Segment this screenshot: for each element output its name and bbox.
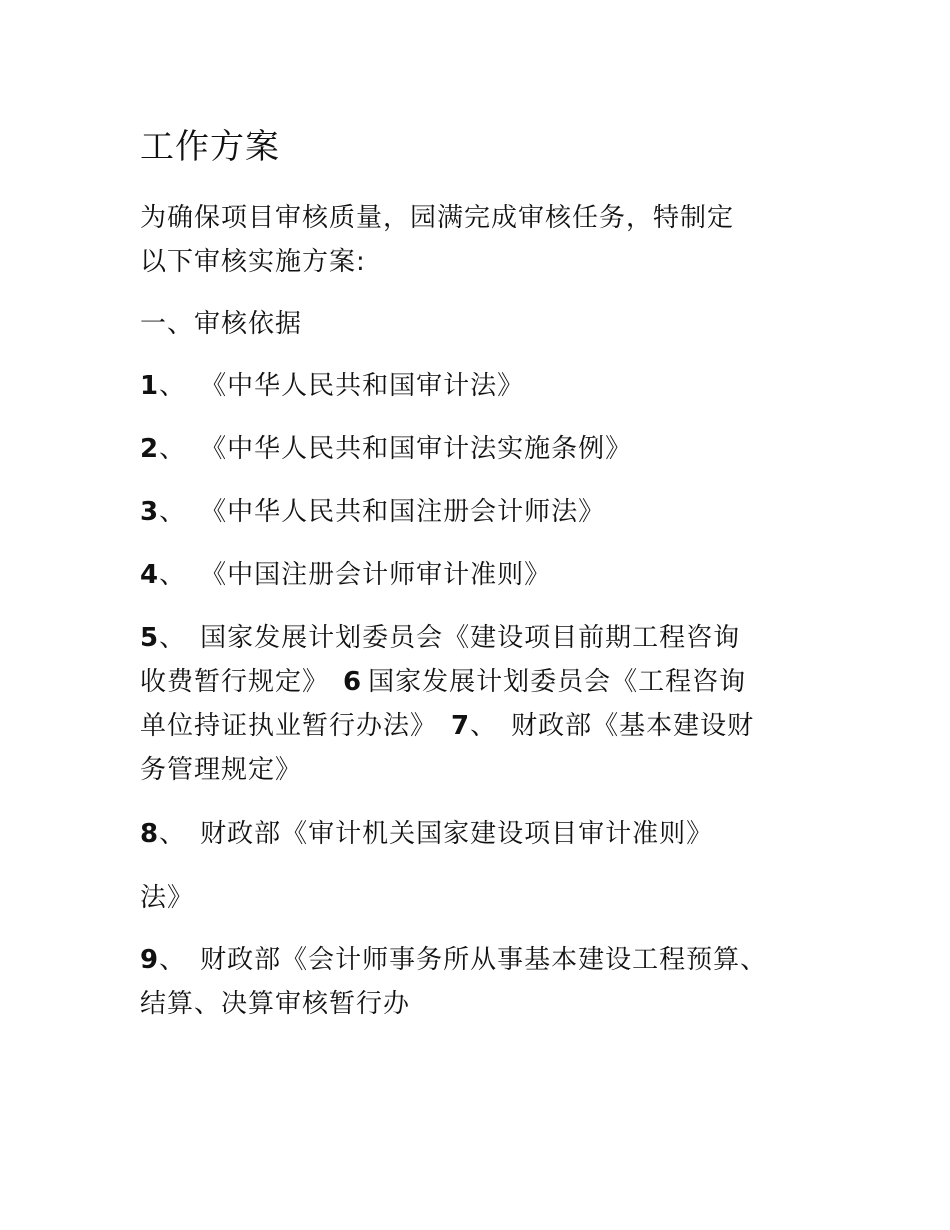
item5-line-1 bbox=[140, 616, 740, 660]
item-separator: 、 bbox=[159, 819, 187, 849]
item-text: 单位持证执业暂行办法》 bbox=[140, 711, 438, 741]
item-separator: 、 bbox=[159, 371, 187, 401]
item-text: 财政部《会计师事务所从事基本建设工程预算、 bbox=[200, 945, 768, 975]
intro-line-1: 为确保项目审核质量，园满完成审核任务，特制定 bbox=[140, 203, 735, 233]
list-item bbox=[140, 553, 551, 597]
item-separator: 、 bbox=[470, 711, 498, 741]
item-text: 《中华人民共和国审计法实施条例》 bbox=[200, 434, 633, 464]
item-text: 收费暂行规定》 bbox=[140, 667, 330, 697]
item-text: 财政部《审计机关国家建设项目审计准则》 bbox=[200, 819, 714, 849]
list-item bbox=[140, 364, 524, 408]
item-separator: 、 bbox=[159, 434, 187, 464]
list-item bbox=[140, 427, 632, 471]
item9-line-2: 结算、决算审核暂行办 bbox=[140, 989, 411, 1019]
item-number: 2 bbox=[140, 434, 160, 464]
item-separator: 、 bbox=[159, 623, 187, 653]
item-number: 3 bbox=[140, 497, 160, 527]
document-title: 工作方案 bbox=[140, 127, 280, 167]
item-number: 7 bbox=[451, 711, 471, 741]
item-number: 1 bbox=[140, 371, 160, 401]
list-item bbox=[140, 812, 713, 856]
item-text: 国家发展计划委员会《工程咨询 bbox=[368, 667, 747, 697]
item-number: 6 bbox=[343, 667, 363, 697]
item-number: 4 bbox=[140, 560, 160, 590]
item5-line-4: 务管理规定》 bbox=[140, 755, 303, 785]
item-number: 9 bbox=[140, 945, 160, 975]
item-separator: 、 bbox=[159, 560, 187, 590]
item-number: 5 bbox=[140, 623, 160, 653]
item-separator: 、 bbox=[159, 497, 187, 527]
intro-line-2: 以下审核实施方案: bbox=[140, 247, 366, 277]
item5-line-2 bbox=[140, 660, 746, 704]
section-heading: 一、审核依据 bbox=[140, 309, 303, 339]
item-separator: 、 bbox=[159, 945, 187, 975]
item-number: 8 bbox=[140, 819, 160, 849]
list-item bbox=[140, 490, 605, 534]
item-text: 财政部《基本建设财 bbox=[511, 711, 755, 741]
item-text: 《中华人民共和国注册会计师法》 bbox=[200, 497, 606, 527]
item5-line-3 bbox=[140, 704, 754, 748]
item-text: 国家发展计划委员会《建设项目前期工程咨询 bbox=[200, 623, 741, 653]
item-text: 《中华人民共和国审计法》 bbox=[200, 371, 525, 401]
stray-line: 法》 bbox=[140, 883, 195, 913]
item9-line-1 bbox=[140, 938, 767, 982]
item-text: 《中国注册会计师审计准则》 bbox=[200, 560, 552, 590]
